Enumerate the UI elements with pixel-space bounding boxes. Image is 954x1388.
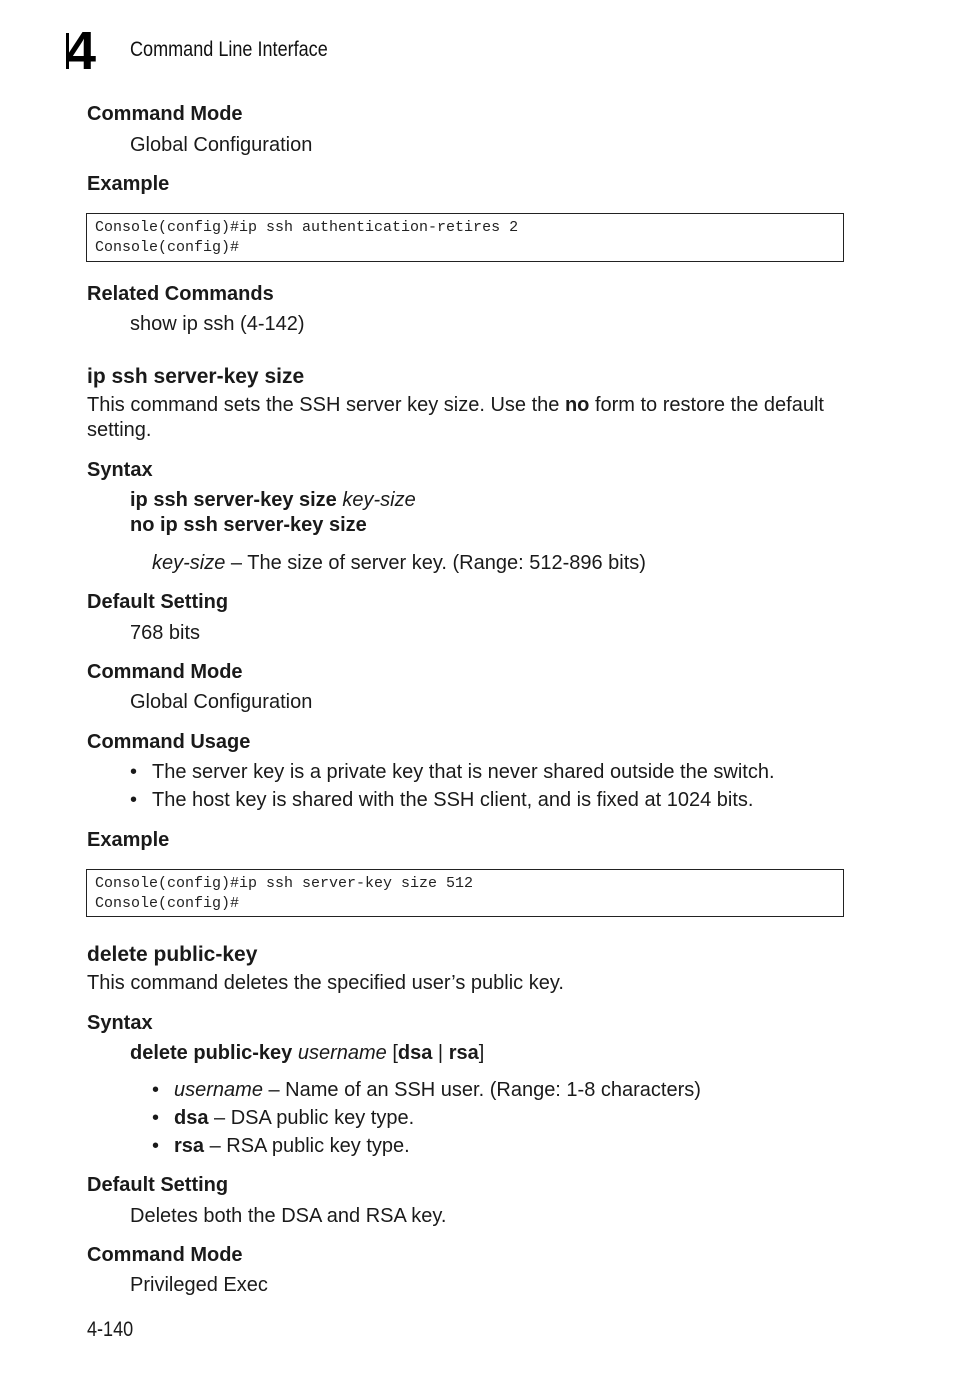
command-mode-heading: Command Mode bbox=[87, 1244, 243, 1266]
related-command: show ip ssh (4-142) bbox=[130, 313, 305, 335]
related-commands-heading: Related Commands bbox=[87, 283, 274, 305]
example-code-block bbox=[86, 869, 844, 917]
section-title-delete-key: delete public-key bbox=[87, 943, 258, 966]
code-line: Console(config)#ip ssh authentication-retires 2 bbox=[95, 219, 519, 236]
page-number: 4-140 bbox=[87, 1318, 134, 1341]
code-line: Console(config)# bbox=[95, 894, 240, 912]
parameter-key-size: key-size – The size of server key. (Range: 512-896 bits) bbox=[152, 552, 646, 574]
parameter-username: username – Name of an SSH user. (Range: 1-8 characters) bbox=[174, 1079, 701, 1101]
command-mode-value: Global Configuration bbox=[130, 134, 313, 156]
section-title-server-key: ip ssh server-key size bbox=[87, 365, 305, 388]
example-code-block bbox=[86, 213, 844, 262]
default-setting-heading: Default Setting bbox=[87, 1174, 229, 1196]
code-line: Console(config)# bbox=[95, 238, 240, 256]
syntax-line-2: no ip ssh server-key size bbox=[130, 514, 367, 536]
delete-key-description: This command deletes the specified user’s public key. bbox=[87, 972, 564, 994]
default-setting-value: Deletes both the DSA and RSA key. bbox=[130, 1205, 447, 1227]
code-line: Console(config)#ip ssh server-key size 512 bbox=[95, 875, 474, 892]
chapter-number: 4 bbox=[66, 21, 97, 81]
command-mode-heading: Command Mode bbox=[87, 103, 243, 125]
syntax-line: delete public-key username [dsa | rsa] bbox=[130, 1042, 485, 1064]
bullet-icon: • bbox=[130, 761, 138, 783]
command-mode-heading: Command Mode bbox=[87, 661, 243, 683]
command-mode-value: Global Configuration bbox=[130, 691, 313, 713]
usage-bullet: The host key is shared with the SSH client, and is fixed at 1024 bits. bbox=[152, 789, 754, 811]
syntax-heading: Syntax bbox=[87, 1012, 153, 1034]
bullet-icon: • bbox=[152, 1079, 160, 1101]
bullet-icon: • bbox=[152, 1107, 160, 1129]
default-setting-heading: Default Setting bbox=[87, 591, 229, 613]
syntax-line-1: ip ssh server-key size key-size bbox=[130, 489, 416, 511]
bullet-icon: • bbox=[130, 789, 138, 811]
parameter-dsa: dsa – DSA public key type. bbox=[174, 1107, 415, 1129]
bullet-icon: • bbox=[152, 1135, 160, 1157]
command-mode-value: Privileged Exec bbox=[130, 1274, 268, 1296]
chapter-title: Command Line Interface bbox=[130, 38, 328, 61]
server-key-description: This command sets the SSH server key size. Use the no form to restore the default bbox=[87, 394, 824, 416]
parameter-rsa: rsa – RSA public key type. bbox=[174, 1135, 410, 1157]
example-heading: Example bbox=[87, 173, 170, 195]
example-heading: Example bbox=[87, 829, 170, 851]
default-setting-value: 768 bits bbox=[130, 622, 201, 644]
syntax-heading: Syntax bbox=[87, 459, 153, 481]
server-key-description-line2: setting. bbox=[87, 419, 152, 441]
usage-bullet: The server key is a private key that is never shared outside the switch. bbox=[152, 761, 775, 783]
command-usage-heading: Command Usage bbox=[87, 731, 251, 753]
